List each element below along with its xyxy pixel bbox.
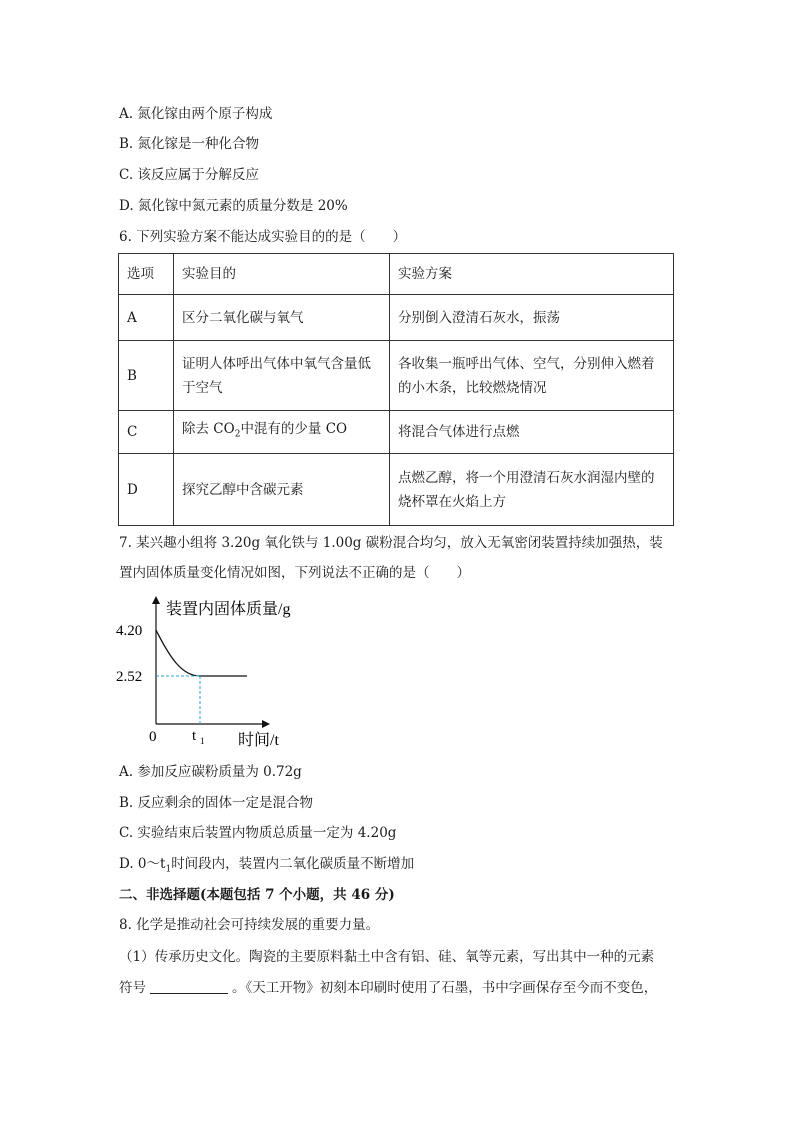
q5-option-d: D. 氮化镓中氮元素的质量分数是 20% (119, 198, 348, 214)
y-axis-label: 装置内固体质量/g (166, 601, 291, 618)
table-header-goal: 实验目的 (174, 254, 390, 295)
q7-option-d-pre: D. 0～t (119, 856, 166, 872)
row-d-plan: 点燃乙醇，将一个用澄清石灰水润湿内壁的烧杯罩在火焰上方 (390, 454, 674, 526)
table-header-option: 选项 (119, 254, 174, 295)
q8-stem: 8. 化学是推动社会可持续发展的重要力量。 (119, 917, 380, 933)
origin-label: 0 (149, 729, 157, 745)
q7-stem-line2: 置内固体质量变化情况如图，下列说法不正确的是（ ） (119, 565, 470, 581)
q6-stem: 6. 下列实验方案不能达成实验目的的是（ ） (119, 229, 407, 245)
q7-option-a: A. 参加反应碳粉质量为 0.72g (119, 764, 302, 780)
q5-option-b: B. 氮化镓是一种化合物 (119, 136, 260, 152)
table-row (119, 454, 674, 526)
mass-time-chart (110, 592, 310, 752)
x-tick-label: t (192, 728, 197, 744)
chart-svg (110, 592, 310, 752)
row-a-goal: 区分二氧化碳与氧气 (174, 295, 390, 341)
q5-option-c: C. 该反应属于分解反应 (119, 167, 259, 183)
x-axis-label: 时间/t (238, 732, 279, 749)
section-2-title: 二、非选择题(本题包括 7 个小题，共 46 分) (119, 887, 395, 903)
row-d-goal: 探究乙醇中含碳元素 (174, 454, 390, 526)
y-tick-label: 2.52 (116, 669, 143, 685)
row-c-goal-pre: 除去 CO (182, 421, 235, 438)
row-a-plan: 分别倒入澄清石灰水，振荡 (390, 295, 674, 341)
q7-option-b: B. 反应剩余的固体一定是混合物 (119, 795, 314, 811)
q7-option-d (119, 854, 414, 880)
q7-option-d-post: 时间段内，装置内二氧化碳质量不断增加 (171, 856, 415, 872)
row-c-goal (174, 411, 390, 454)
y-tick-label: 4.20 (116, 623, 143, 639)
q7-stem-line1: 7. 某兴趣小组将 3.20g 氧化铁与 1.00g 碳粉混合均匀，放入无氧密闭装置持续加强热，装 (119, 535, 663, 551)
row-b-plan: 各收集一瓶呼出气体、空气，分别伸入燃着的小木条，比较燃烧情况 (390, 341, 674, 411)
q6-table (118, 253, 674, 526)
x-axis-arrow (262, 720, 270, 728)
q8-part1-line2-post: 。《天工开物》初刻本印刷时使用了石墨，书中字画保存至今而不变色， (232, 980, 658, 996)
y-axis-arrow (152, 596, 160, 604)
row-a-option: A (119, 295, 174, 341)
data-line (156, 630, 247, 676)
answer-blank[interactable] (150, 979, 228, 994)
row-c-goal-post: 中混有的少量 CO (240, 421, 348, 438)
x-tick-subscript: 1 (200, 736, 205, 746)
q8-part1-line2 (119, 978, 657, 998)
row-c-goal-sub: 2 (234, 429, 241, 440)
table-row (119, 411, 674, 454)
table-row (119, 341, 674, 411)
table-row (119, 295, 674, 341)
row-b-option: B (119, 341, 174, 411)
q5-option-a: A. 氮化镓由两个原子构成 (119, 106, 273, 122)
q7-option-c: C. 实验结束后装置内物质总质量一定为 4.20g (119, 825, 397, 841)
table-header-plan: 实验方案 (390, 254, 674, 295)
table-header-row (119, 254, 674, 295)
row-b-goal: 证明人体呼出气体中氧气含量低于空气 (174, 341, 390, 411)
q8-part1-line1: （1）传承历史文化。陶瓷的主要原料黏土中含有铝、硅、氧等元素，写出其中一种的元素 (119, 949, 655, 965)
q7-option-d-sub: 1 (165, 864, 172, 875)
q8-part1-line2-pre: 符号 (119, 980, 146, 996)
row-d-option: D (119, 454, 174, 526)
row-c-option: C (119, 411, 174, 454)
row-c-plan: 将混合气体进行点燃 (390, 411, 674, 454)
